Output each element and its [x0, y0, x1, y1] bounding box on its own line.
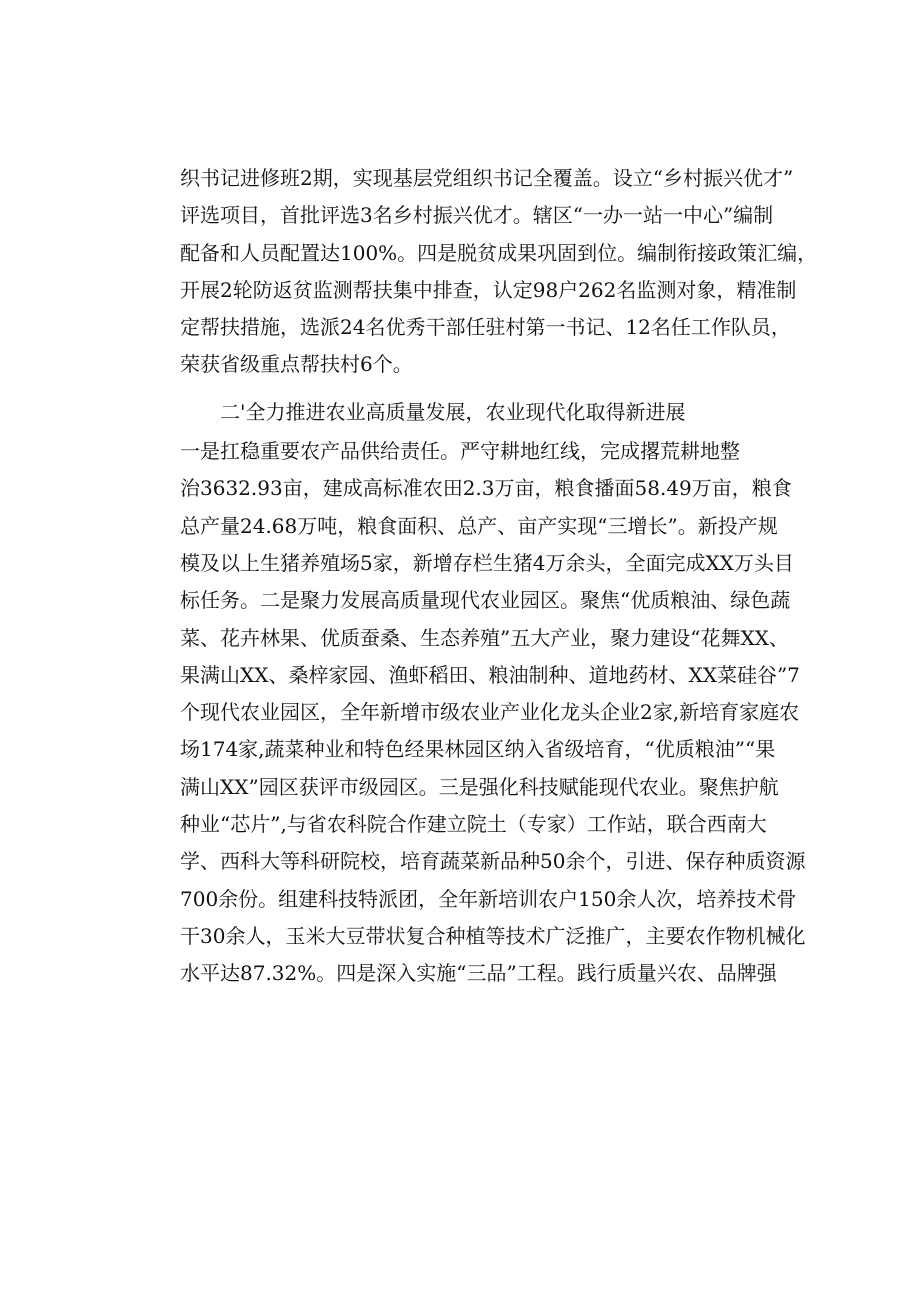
- text-line: 干30余人，玉米大豆带状复合种植等技术广泛推广，主要农作物机械化: [180, 923, 806, 948]
- text-line: 水平达87.32%。四是深入实施“三品”工程。践行质量兴农、品牌强: [180, 961, 777, 986]
- document-body: [180, 160, 818, 993]
- text-line: 一是扛稳重要农产品供给责任。严守耕地红线，完成撂荒耕地整: [180, 439, 740, 464]
- section-heading: 二'全力推进农业高质量发展，农业现代化取得新进展: [220, 399, 686, 424]
- text-line: 模及以上生猪养殖场5家，新增存栏生猪4万余头，全面完成XX万头目: [180, 550, 794, 575]
- text-line: 种业“芯片”,与省农科院合作建立院土（专家）工作站，联合西南大: [180, 812, 767, 837]
- text-line: 评选项目，首批评选3名乡村振兴优才。辖区“一办一站一中心”编制: [180, 203, 774, 228]
- text-line: 配备和人员配置达100%。四是脱贫成果巩固到位。编制衔接政策汇编，: [180, 240, 818, 265]
- text-line: 定帮扶措施，选派24名优秀干部任驻村第一书记、12名任工作队员，: [180, 315, 791, 340]
- text-line: 学、西科大等科研院校，培育蔬菜新品种50余个，引进、保存种质资源: [180, 849, 806, 874]
- text-line: 菜、花卉林果、优质蚕桑、生态养殖”五大产业，聚力建设“花舞XX、: [180, 625, 789, 650]
- text-line: 标任务。二是聚力发展高质量现代农业园区。聚焦“优质粮油、绿色蔬: [180, 588, 791, 613]
- paragraph-2: [180, 433, 806, 992]
- text-line: 场174家,蔬菜种业和特色经果林园区纳入省级培育，“优质粮油”“果: [180, 737, 776, 762]
- paragraph-1: [180, 160, 818, 384]
- text-line: 满山XX”园区获评市级园区。三是强化科技赋能现代农业。聚焦护航: [180, 774, 779, 799]
- text-line: 治3632.93亩，建成高标准农田2.3万亩，粮食播面58.49万亩，粮食: [180, 476, 792, 501]
- text-line: 荣获省级重点帮扶村6个。: [180, 352, 413, 377]
- text-line: 果满山XX、桑梓家园、渔虾稻田、粮油制种、道地药材、XX菜硅谷”7: [180, 662, 800, 687]
- text-line: 总产量24.68万吨，粮食面积、总产、亩产实现“三增长”。新投产规: [180, 513, 778, 538]
- text-line: 700余份。组建科技特派团，全年新培训农户150余人次，培养技术骨: [180, 886, 797, 911]
- text-line: 个现代农业园区，全年新增市级农业产业化龙头企业2家,新培育家庭农: [180, 700, 800, 725]
- text-line: 织书记进修班2期，实现基层党组织书记全覆盖。设立“乡村振兴优才”: [180, 166, 794, 190]
- text-line: 开展2轮防返贫监测帮扶集中排查，认定98户262名监测对象，精准制: [180, 277, 797, 302]
